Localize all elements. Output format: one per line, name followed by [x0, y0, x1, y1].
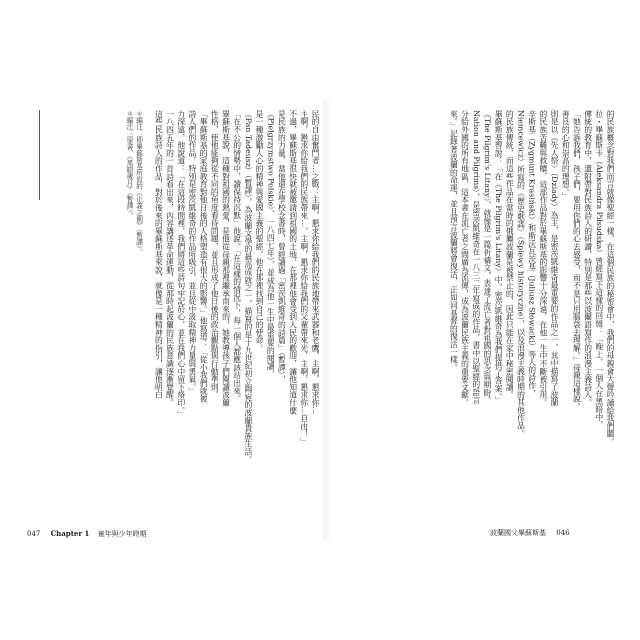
- footnote: ＊編注：即畢蘇斯基所寫的《正義之劍》（暫譯）。: [134, 110, 143, 256]
- text-column: 的民族傳統，而這些作品在當時的俄屬波蘭是被禁止的，因此只能在家中秘密閱讀。: [505, 110, 515, 399]
- text-column: Niemcewicz）所寫的《歷史歌謠》（Śpiewy historyczne），以及浪漫主義時期的其他作品。: [516, 110, 526, 438]
- text-column: 善良的心和崇高的理想。」: [561, 110, 571, 200]
- left-page: [26, 110, 320, 526]
- text-column: 「在不公的情勢中，讀保持沉默」他說。「在這樣的情況下，每一個人都應該站出來。: [232, 110, 242, 403]
- text-column: 來。」記錄著波蘭的命運，並且預言波蘭將會復活，正如同基督的復活一樣。: [449, 110, 459, 372]
- chapter-title: 童年與少年時期: [97, 530, 147, 538]
- chapter-label: Chapter 1: [50, 529, 90, 538]
- text-column: 民的自由奮鬥者…之戰：主啊，懇求你給我們的民族地帶來武器和老鷹，主啊，懇求你…: [311, 110, 320, 415]
- text-column: 分給外國的所有地區，這本書在流亡者之間廣為流傳，成為波蘭民族主義的重要文獻。: [460, 110, 470, 407]
- text-column: 的民族概念對我們而言就像聖經一樣，在這個民族的秘密會中，我們的母親會大聲吟誦給我們聽。: [606, 110, 615, 446]
- text-column: 則是以《先人祭》（Dziady）為主，是密茨凱維奇最重要的作品之一，其中描寫了波蘭: [550, 110, 560, 406]
- left-page-footer: [27, 529, 147, 539]
- running-title: 波蘭國父畢蘇斯基: [490, 529, 546, 537]
- text-column: 一八四五年的一首詩看出來，內容講述革命運動，從那時起波蘭的民族意識逐漸覺醒。: [165, 110, 175, 407]
- text-column: 詩人們的作品，特別是密茨凱維奇的作品所吸引，並且從中汲取精神力量與勇氣。」: [187, 110, 197, 395]
- text-column: 是一種激勵人心的精神與愛國主義的聖經，他在那裡找到自己的使命。: [255, 110, 265, 352]
- text-column: （Pan Tadeusz）（暫譯），為波蘭文學的最高成就之一，描寫的是十九世紀初立陶宛的波蘭貴族生活。: [243, 110, 253, 464]
- text-column: 「畢蘇斯基的家庭教育對他日後的人格塑造有很大的影響。」他寫道：「從小我們就被: [199, 110, 209, 403]
- text-column: 傳統的教育中，還附帶對民族詩人的研讀，特別是那些以波蘭語寫作的浪漫主義詩人。: [583, 110, 593, 407]
- text-column: 辛斯基（Zygmunt Krasiński）和斯沃瓦茨基（Juliusz Słowacki）等人的詩作，: [527, 110, 537, 398]
- note-spacer: [144, 110, 152, 526]
- text-column: 性格，使他能夠從不同的角度看待問題，並且形成了他日後的政治觀點與行動準則。: [210, 110, 220, 399]
- text-column: 是民族的力量。當他還在學校念書時，曾經讀過「密茨凱維奇的詩篇」（暫譯），: [277, 110, 287, 383]
- text-column: 「她告訴我們，孩子們，要用你們的心去感受，而不是只用腦袋去理解。」母親這樣說。: [572, 110, 582, 411]
- text-column: 不過，畢蘇斯基很快就被邀請到祖國的土地，在那裡他會受到人民的歡迎，讓他知道什麼: [288, 110, 298, 415]
- text-column: 《The Pilgrim's Litany》，就像是一篇祈禱文，表達了流亡者對祖國的思念與期盼。: [482, 110, 492, 405]
- text-column: 拉・畢蘇斯卡（Aleksandra Piłsudska）曾經寫下這樣的回憶：「晚上，一個人在黑暗中，: [594, 110, 604, 429]
- text-column: 主啊，懇求你給我們的民族帶來…，主啊，懇求你給我們的父輩帶來光，主啊，懇求你…自由！」: [299, 110, 309, 446]
- text-column: 這些民族詩人的作品，對於後來的畢蘇斯基來說，就像是一種精神的指引，讓他明白: [154, 110, 164, 399]
- text-column: 力深遠，他說道：「在這段時間裡，我們將這些詩句牢記於心，並在我們心中留下烙印。」: [176, 110, 186, 419]
- book-gutter: [320, 100, 331, 540]
- right-page-footer: [490, 529, 570, 538]
- footnote: ＊編注：原書，《黑暗歲月》（暫譯）。: [125, 110, 133, 219]
- right-page: [331, 110, 615, 526]
- text-column: 的民族苦難與救贖，這部作品對於畢蘇斯基的影響十分深遠，在他一生中不斷被引用。: [538, 110, 548, 407]
- page-number: 047: [27, 530, 41, 538]
- text-column: Nation and Pilgrims），是密茨凱維奇在一八三二年寫成的作品，書中以聖經的語言: [471, 110, 481, 404]
- text-column: 《Pielgrzymstwo Polskie》，一八四七年），並成為他一生中最重要的閱讀，: [266, 110, 276, 378]
- page-number: 046: [556, 529, 570, 537]
- text-column: 畢蘇斯基說，這種對祖國的熱愛，是他從母親那裡繼承而來的，她教導孩子們閱讀波蘭: [221, 110, 231, 407]
- text-column: 畢蘇斯基曾說：「在《The Pilgrim's Litany》中，密茨凱維奇為我們提供了答案。」: [494, 110, 504, 405]
